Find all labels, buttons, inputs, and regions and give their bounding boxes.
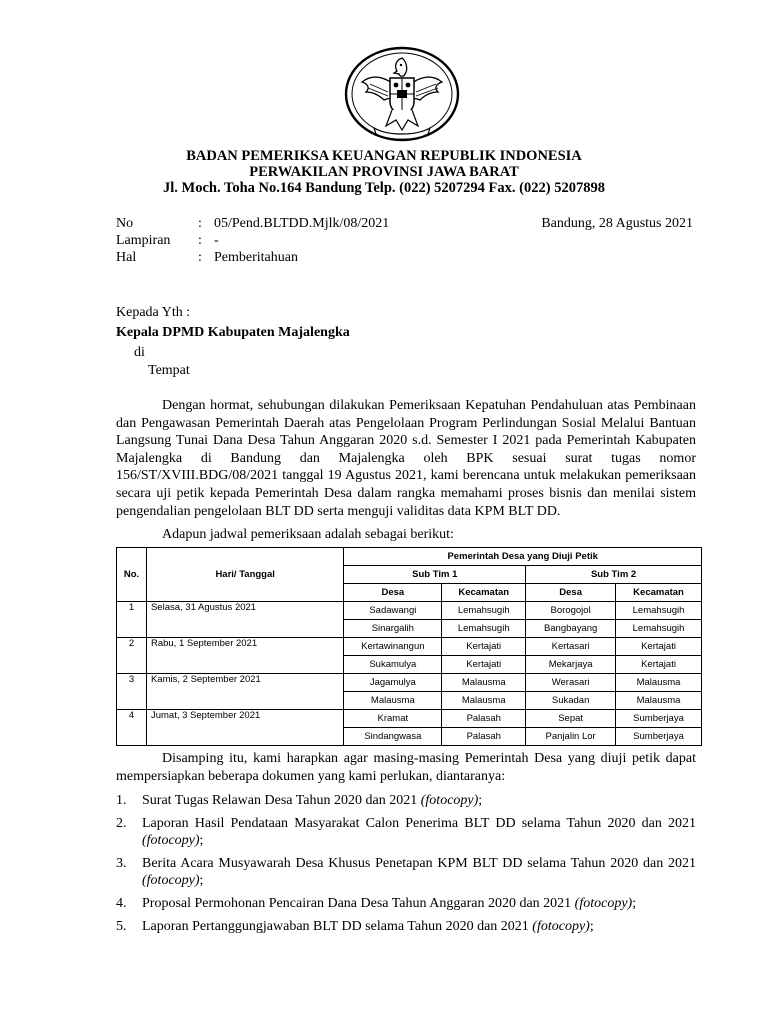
cell-desa: Werasari: [526, 674, 616, 692]
cell-desa: Bangbayang: [526, 620, 616, 638]
list-item: [116, 918, 696, 936]
cell-desa: Sepat: [526, 710, 616, 728]
list-item-note: (fotocopy): [420, 793, 479, 808]
place-date: Bandung, 28 Agustus 2021: [541, 216, 693, 231]
list-item-text: Surat Tugas Relawan Desa Tahun 2020 dan 2021: [142, 793, 421, 808]
list-item-text: Berita Acara Musyawarah Desa Khusus Penetapan KPM BLT DD selama Tahun 2020 dan 2021: [142, 855, 696, 871]
cell-kecamatan: Malausma: [616, 674, 702, 692]
list-item-text: Proposal Permohonan Pencairan Dana Desa Tahun Anggaran 2020 dan 2021: [142, 895, 575, 911]
cell-kecamatan: Lemahsugih: [616, 620, 702, 638]
recipient-name: Kepala DPMD Kabupaten Majalengka: [116, 325, 350, 340]
list-item-number: 5.: [116, 918, 127, 934]
table-row: [117, 602, 702, 620]
cell-desa: Sukamulya: [344, 656, 442, 674]
cell-desa: Sukadan: [526, 692, 616, 710]
table-row: [117, 710, 702, 728]
list-item-note: (fotocopy): [142, 873, 200, 889]
list-item: [116, 855, 696, 890]
header-team-1: Sub Tim 1: [344, 566, 526, 584]
list-item-number: 2.: [116, 815, 127, 831]
office-name: PERWAKILAN PROVINSI JAWA BARAT: [249, 164, 519, 180]
table-header-row: [117, 548, 702, 566]
letter-number: 05/Pend.BLTDD.Mjlk/08/2021: [214, 216, 390, 231]
cell-kecamatan: Lemahsugih: [442, 620, 526, 638]
body-paragraph-2: Adapun jadwal pemeriksaan adalah sebagai berikut:: [162, 527, 454, 542]
header-desa: Desa: [344, 584, 442, 602]
recipient-place: Tempat: [148, 363, 190, 378]
lampiran-label: Lampiran: [116, 233, 171, 248]
cell-kecamatan: Kertajati: [442, 656, 526, 674]
list-item-number: 4.: [116, 895, 127, 911]
office-address: Jl. Moch. Toha No.164 Bandung Telp. (022) 5207294 Fax. (022) 5207898: [163, 180, 605, 196]
cell-kecamatan: Lemahsugih: [442, 602, 526, 620]
cell-desa: Kertawinangun: [344, 638, 442, 656]
recipient-salutation: Kepada Yth :: [116, 305, 191, 320]
no-label: No: [116, 216, 134, 231]
schedule-table: [116, 547, 702, 746]
cell-desa: Sindangwasa: [344, 728, 442, 746]
list-item-text: Laporan Pertanggungjawaban BLT DD selama Tahun 2020 dan 2021: [142, 918, 533, 934]
cell-desa: Borogojol: [526, 602, 616, 620]
row-date: Rabu, 1 September 2021: [146, 638, 343, 674]
header-kecamatan: Kecamatan: [616, 584, 702, 602]
row-no: 4: [117, 710, 147, 746]
org-name: BADAN PEMERIKSA KEUANGAN REPUBLIK INDONESIA: [186, 148, 582, 164]
header-group: Pemerintah Desa yang Diuji Petik: [344, 548, 702, 566]
cell-kecamatan: Sumberjaya: [616, 710, 702, 728]
list-item-text: Laporan Hasil Pendataan Masyarakat Calon Penerima BLT DD selama Tahun 2020 dan 2021: [142, 815, 696, 831]
document-list: [116, 792, 696, 940]
table-row: [117, 674, 702, 692]
body-paragraph-1: Dengan hormat, sehubungan dilakukan Pemeriksaan Kepatuhan Pendahuluan atas Pembinaan dan Pengawasan Pemerintah Daerah atas Pengelolaan Program Perlindungan Sosial Melalui Bantuan Langsung Tunai Dana Desa Tahun Anggaran 2020 s.d. Semester I 2021 pada Pemerintah Kabupaten Majalengka di Bandung dan Majalengka oleh BPK sesuai surat tugas nomor 156/ST/XVIII.BDG/08/2021 tanggal 19 Agustus 2021, kami berencana untuk melakukan pemeriksaan secara uji petik kepada Pemerintah Desa dalam rangka memahami proses bisnis dan menilai sistem pengendalian pengelolaan BLT DD serta menguji validitas data KPM BLT DD.: [116, 398, 696, 519]
row-no: 3: [117, 674, 147, 710]
header-date: Hari/ Tanggal: [146, 548, 343, 602]
list-item-end: ;: [199, 833, 204, 849]
colon: :: [198, 250, 202, 265]
list-item-end: ;: [589, 918, 594, 934]
cell-kecamatan: Kertajati: [442, 638, 526, 656]
cell-kecamatan: Malausma: [442, 692, 526, 710]
garuda-emblem-icon: [344, 46, 460, 146]
cell-desa: Kertasari: [526, 638, 616, 656]
list-item-end: ;: [199, 873, 204, 889]
colon: :: [198, 216, 202, 231]
cell-kecamatan: Kertajati: [616, 638, 702, 656]
header-no: No.: [117, 548, 147, 602]
cell-kecamatan: Palasah: [442, 710, 526, 728]
row-no: 2: [117, 638, 147, 674]
row-date: Selasa, 31 Agustus 2021: [146, 602, 343, 638]
cell-kecamatan: Lemahsugih: [616, 602, 702, 620]
row-no: 1: [117, 602, 147, 638]
list-item: [116, 792, 696, 810]
hal-label: Hal: [116, 250, 137, 265]
row-date: Jumat, 3 September 2021: [146, 710, 343, 746]
recipient-di: di: [134, 345, 145, 360]
cell-desa: Malausma: [344, 692, 442, 710]
list-item-note: (fotocopy): [532, 918, 590, 934]
list-item-note: (fotocopy): [574, 895, 633, 911]
cell-desa: Kramat: [344, 710, 442, 728]
body-paragraph-3: Disamping itu, kami harapkan agar masing-masing Pemerintah Desa yang diuji petik dapat mempersiapkan beberapa dokumen yang kami perlukan, diantaranya:: [116, 751, 696, 784]
cell-kecamatan: Kertajati: [616, 656, 702, 674]
row-date: Kamis, 2 September 2021: [146, 674, 343, 710]
table-row: [117, 638, 702, 656]
cell-kecamatan: Malausma: [616, 692, 702, 710]
cell-desa: Sinargalih: [344, 620, 442, 638]
cell-desa: Jagamulya: [344, 674, 442, 692]
list-item: [116, 815, 696, 850]
list-item-note: (fotocopy): [142, 833, 200, 849]
header-desa: Desa: [526, 584, 616, 602]
list-item-number: 1.: [116, 793, 127, 808]
list-item: [116, 895, 696, 913]
colon: :: [198, 233, 202, 248]
lampiran-value: -: [214, 233, 219, 248]
header-team-2: Sub Tim 2: [526, 566, 702, 584]
cell-desa: Sadawangi: [344, 602, 442, 620]
header-kecamatan: Kecamatan: [442, 584, 526, 602]
list-item-end: ;: [632, 895, 637, 911]
hal-value: Pemberitahuan: [214, 250, 298, 265]
cell-kecamatan: Palasah: [442, 728, 526, 746]
cell-kecamatan: Malausma: [442, 674, 526, 692]
cell-desa: Mekarjaya: [526, 656, 616, 674]
list-item-number: 3.: [116, 855, 127, 871]
cell-kecamatan: Sumberjaya: [616, 728, 702, 746]
list-item-end: ;: [478, 793, 483, 808]
cell-desa: Panjalin Lor: [526, 728, 616, 746]
